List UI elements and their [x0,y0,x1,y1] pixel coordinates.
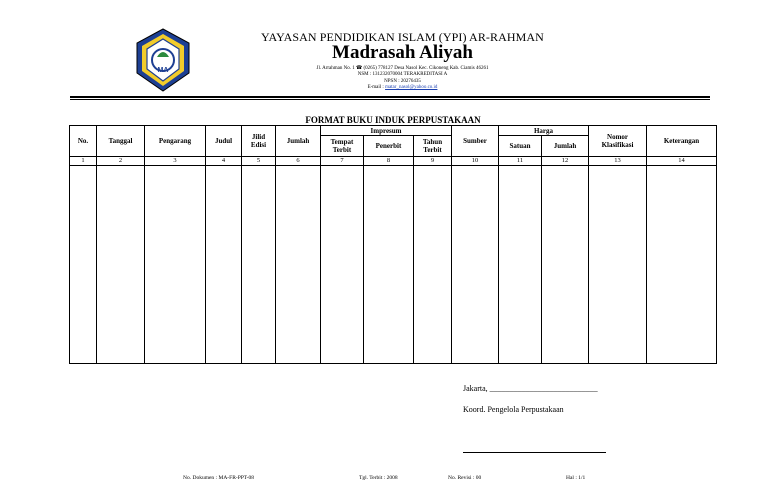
column-number: 7 [321,157,364,166]
column-number: 9 [414,157,452,166]
header-jilid-edisi: Jilid Edisi [242,126,276,157]
email-link[interactable]: matar_nasol@yahoo.co.id [385,84,438,90]
footer-page: Hal : 1/1 [566,475,586,481]
column-number: 3 [145,157,206,166]
column-number: 2 [97,157,145,166]
entry-cell[interactable] [647,166,717,364]
entry-cell[interactable] [145,166,206,364]
header-penerbit: Penerbit [364,136,414,157]
signature-role: Koord. Pengelola Perpustakaan [463,405,564,414]
header-no: No. [70,126,97,157]
column-number: 12 [542,157,589,166]
entry-cell[interactable] [542,166,589,364]
header-group-harga: Harga [499,126,589,136]
footer-document-number: No. Dokumen : MA-FR-PPT-08 [183,475,254,481]
entry-cell[interactable] [414,166,452,364]
header-judul: Judul [206,126,242,157]
column-number: 11 [499,157,542,166]
column-number: 6 [276,157,321,166]
entry-cell[interactable] [276,166,321,364]
column-number: 4 [206,157,242,166]
entry-cell[interactable] [70,166,97,364]
letterhead-rule-thin [70,99,710,100]
column-number: 10 [452,157,499,166]
entry-cell[interactable] [589,166,647,364]
column-number: 1 [70,157,97,166]
footer-revision: No. Revisi : 00 [448,475,482,481]
column-number-row [70,157,717,166]
nsm-line: NSM : 131232070004 TERAKREDITASI A [357,72,448,78]
document-title: FORMAT BUKU INDUK PERPUSTAKAAN [305,115,481,125]
header-keterangan: Keterangan [647,126,717,157]
header-sumber: Sumber [452,126,499,157]
letterhead-rule-thick [70,96,710,98]
header-pengarang: Pengarang [145,126,206,157]
header-tanggal: Tanggal [97,126,145,157]
signature-place-date: Jakarta, ___________________________ [463,384,598,393]
entry-cell[interactable] [452,166,499,364]
logo-text: MA [157,67,169,74]
header-tempat-terbit: Tempat Terbit [321,136,364,157]
header-nomor-klasifikasi: Nomor Klasifikasi [589,126,647,157]
npsn-line: NPSN : 20276435 [384,78,421,84]
library-ledger-table [69,125,717,364]
header-jumlah: Jumlah [276,126,321,157]
column-number: 8 [364,157,414,166]
entry-area-row [70,166,717,364]
entry-cell[interactable] [242,166,276,364]
entry-cell[interactable] [499,166,542,364]
email-label: E-mail : [367,84,384,90]
entry-cell[interactable] [97,166,145,364]
entry-cell[interactable] [321,166,364,364]
email-line [230,85,575,91]
column-number: 13 [589,157,647,166]
signature-line [463,452,606,453]
address-block [230,66,575,91]
entry-cell[interactable] [206,166,242,364]
header-satuan: Satuan [499,136,542,157]
footer-issue-date: Tgl. Terbit : 2008 [359,475,398,481]
header-harga-jumlah: Jumlah [542,136,589,157]
address-line: Jl. Arrahman No. 1 ☎ (0265) 778127 Desa Nasol Kec. Cikoneng Kab. Ciamis 46261 [316,66,489,71]
header-group-impresum: Impresum [321,126,452,136]
column-number: 14 [647,157,717,166]
school-name: Madrasah Aliyah [332,42,473,63]
school-logo [134,27,192,93]
header-tahun-terbit: Tahun Terbit [414,136,452,157]
entry-cell[interactable] [364,166,414,364]
column-number: 5 [242,157,276,166]
organization-name: YAYASAN PENDIDIKAN ISLAM (YPI) AR-RAHMAN [261,30,544,44]
